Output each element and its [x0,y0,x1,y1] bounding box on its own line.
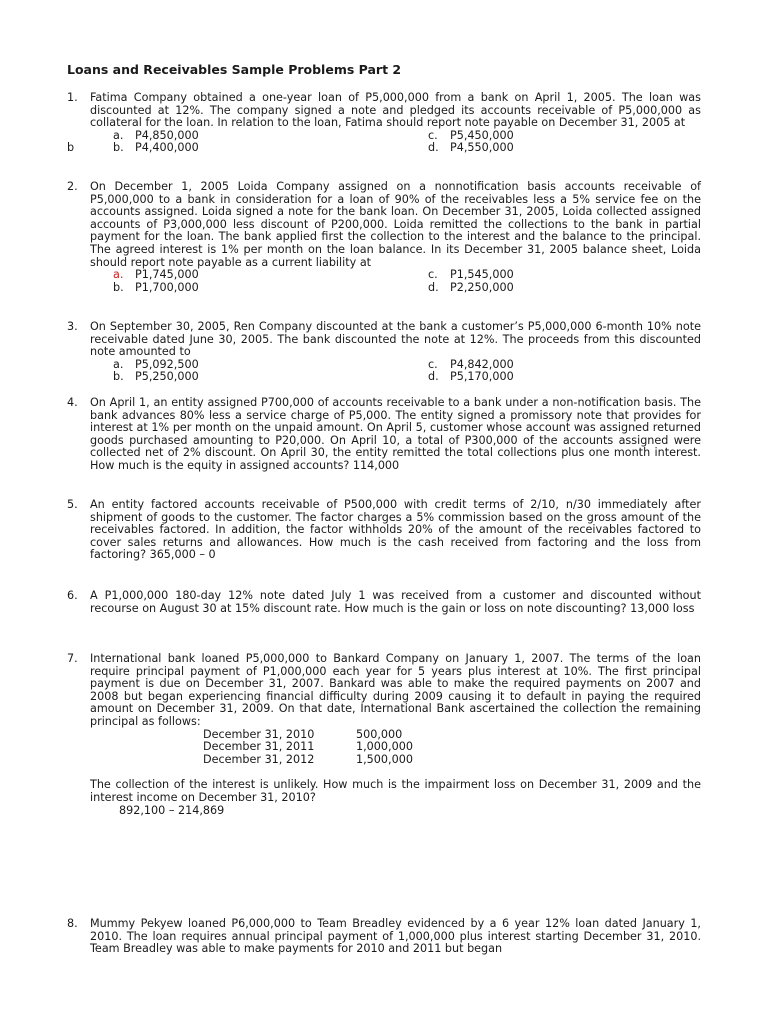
problem-6 [67,590,701,615]
problem-number: 6. [67,589,78,602]
problem-number: 3. [67,320,78,333]
problem-text: A P1,000,000 180-day 12% note dated July 1 was received from a customer and discounted without recourse on August 30 at 15% discount rate. How much is the gain or loss on note discounting? 13,000 loss [90,589,701,615]
problem-text-continued: The collection of the interest is unlikely. How much is the impairment loss on December 31, 2009 and the interest income on December 31, 2010? [90,778,701,804]
choice-c: c. P5,450,000 [428,128,514,142]
choice-c: c. P4,842,000 [428,357,514,371]
choice-row [67,371,701,384]
choice-d: d. P5,170,000 [428,370,514,384]
choice-b: b. P1,700,000 [113,280,199,294]
choice-a: a. P1,745,000 [113,268,199,282]
problem-number: 4. [67,396,78,409]
problem-text: Fatima Company obtained a one-year loan of P5,000,000 from a bank on April 1, 2005. The loan was discounted at 12%. The company signed a note and pledged its accounts receivable of P5,000,000 as collateral for the loan. In relation to the loan, Fatima should report note payable on December 31, 2005 at [90,91,701,130]
schedule-date: December 31, 2012 [203,752,315,766]
schedule-row [67,754,701,767]
schedule-date: December 31, 2010 [203,727,315,741]
problem-number: 7. [67,652,78,665]
problem-number: 5. [67,498,78,511]
problem-text: On April 1, an entity assigned P700,000 of accounts receivable to a bank under a non-notification basis. The bank advances 80% less a service charge of P5,000. The entity signed a promissory note that provides for interest at 1% per month on the unpaid amount. On April 5, customer whose account was assigned returned goods purchased amounting to P20,000. On April 10, a total of P300,000 of the accounts assigned were collected net of 2% discount. On April 30, the entity remitted the total collections plus one month interest. How much is the equity in assigned accounts? 114,000 [90,396,701,472]
problem-number: 8. [67,917,78,930]
highlighted-letter: a. [113,268,124,282]
choice-row [67,142,701,155]
problem-number: 2. [67,180,78,193]
problem-number: 1. [67,91,78,104]
choice-c: c. P1,545,000 [428,268,514,282]
problem-text: On September 30, 2005, Ren Company discounted at the bank a customer’s P5,000,000 6-month 10% note receivable dated June 30, 2005. The bank discounted the note at 12%. The proceeds from this discounted note amounted to [90,320,701,359]
problem-2 [67,181,701,294]
problem-text: Mummy Pekyew loaned P6,000,000 to Team Breadley evidenced by a 6 year 12% loan dated January 1, 2010. The loan requires annual principal payment of 1,000,000 plus interest starting December 31, 2010. Team Breadley was able to make payments for 2010 and 2011 but began [90,917,701,956]
choice-d: d. P2,250,000 [428,280,514,294]
schedule-amount: 1,500,000 [356,752,413,766]
schedule-date: December 31, 2011 [203,740,315,754]
schedule-row [67,741,701,754]
choice-row [67,282,701,295]
problem-text: International bank loaned P5,000,000 to Bankard Company on January 1, 2007. The terms of the loan require principal payment of P1,000,000 each year for 5 years plus interest at 10%. The first principal payment is due on December 31, 2007. Bankard was able to make the required payments on 2007 and 2008 but began experiencing financial difficulty during 2009 causing it to default in paying the required amount on December 31, 2009. On that date, International Bank ascertained the collection the remaining principal as follows: [90,652,701,728]
document-title: Loans and Receivables Sample Problems Part 2 [67,62,402,77]
schedule-amount: 1,000,000 [356,740,413,754]
problem-1 [67,92,701,155]
problem-7 [67,653,701,817]
problem-text: An entity factored accounts receivable of P500,000 with credit terms of 2/10, n/30 immediately after shipment of goods to the customer. The factor charges a 5% commission based on the gross amount of the receivables factored. In addition, the factor withholds 20% of the amount of the receivables factored to cover sales returns and allowances. How much is the cash received from factoring and the loss from factoring? 365,000 – 0 [90,498,701,562]
problem-3 [67,321,701,384]
problem-8 [67,918,701,956]
choice-d: d. P4,550,000 [428,141,514,155]
problem-4 [67,397,701,473]
choice-b: b b. P4,400,000 [67,141,199,155]
choice-a: a. P4,850,000 [113,128,199,142]
answer-mark: b [67,141,75,155]
problem-answer: 892,100 – 214,869 [119,803,225,817]
problem-text: On December 1, 2005 Loida Company assigned on a nonnotification basis accounts receivable of P5,000,000 to a bank in consideration for a loan of 90% of the receivables less a 5% service fee on the accounts assigned. Loida signed a note for the bank loan. On December 31, 2005, Loida collected assigned accounts of P3,000,000 less discount of P200,000. Loida remitted the collections to the bank in partial payment for the loan. The bank applied first the collection to the interest and the balance to the principal. The agreed interest is 1% per month on the loan balance. In its December 31, 2005 balance sheet, Loida should report note payable as a current liability at [90,180,701,269]
schedule-amount: 500,000 [356,727,403,741]
problem-5 [67,499,701,562]
choice-b: b. P5,250,000 [113,370,199,384]
choice-a: a. P5,092,500 [113,357,199,371]
